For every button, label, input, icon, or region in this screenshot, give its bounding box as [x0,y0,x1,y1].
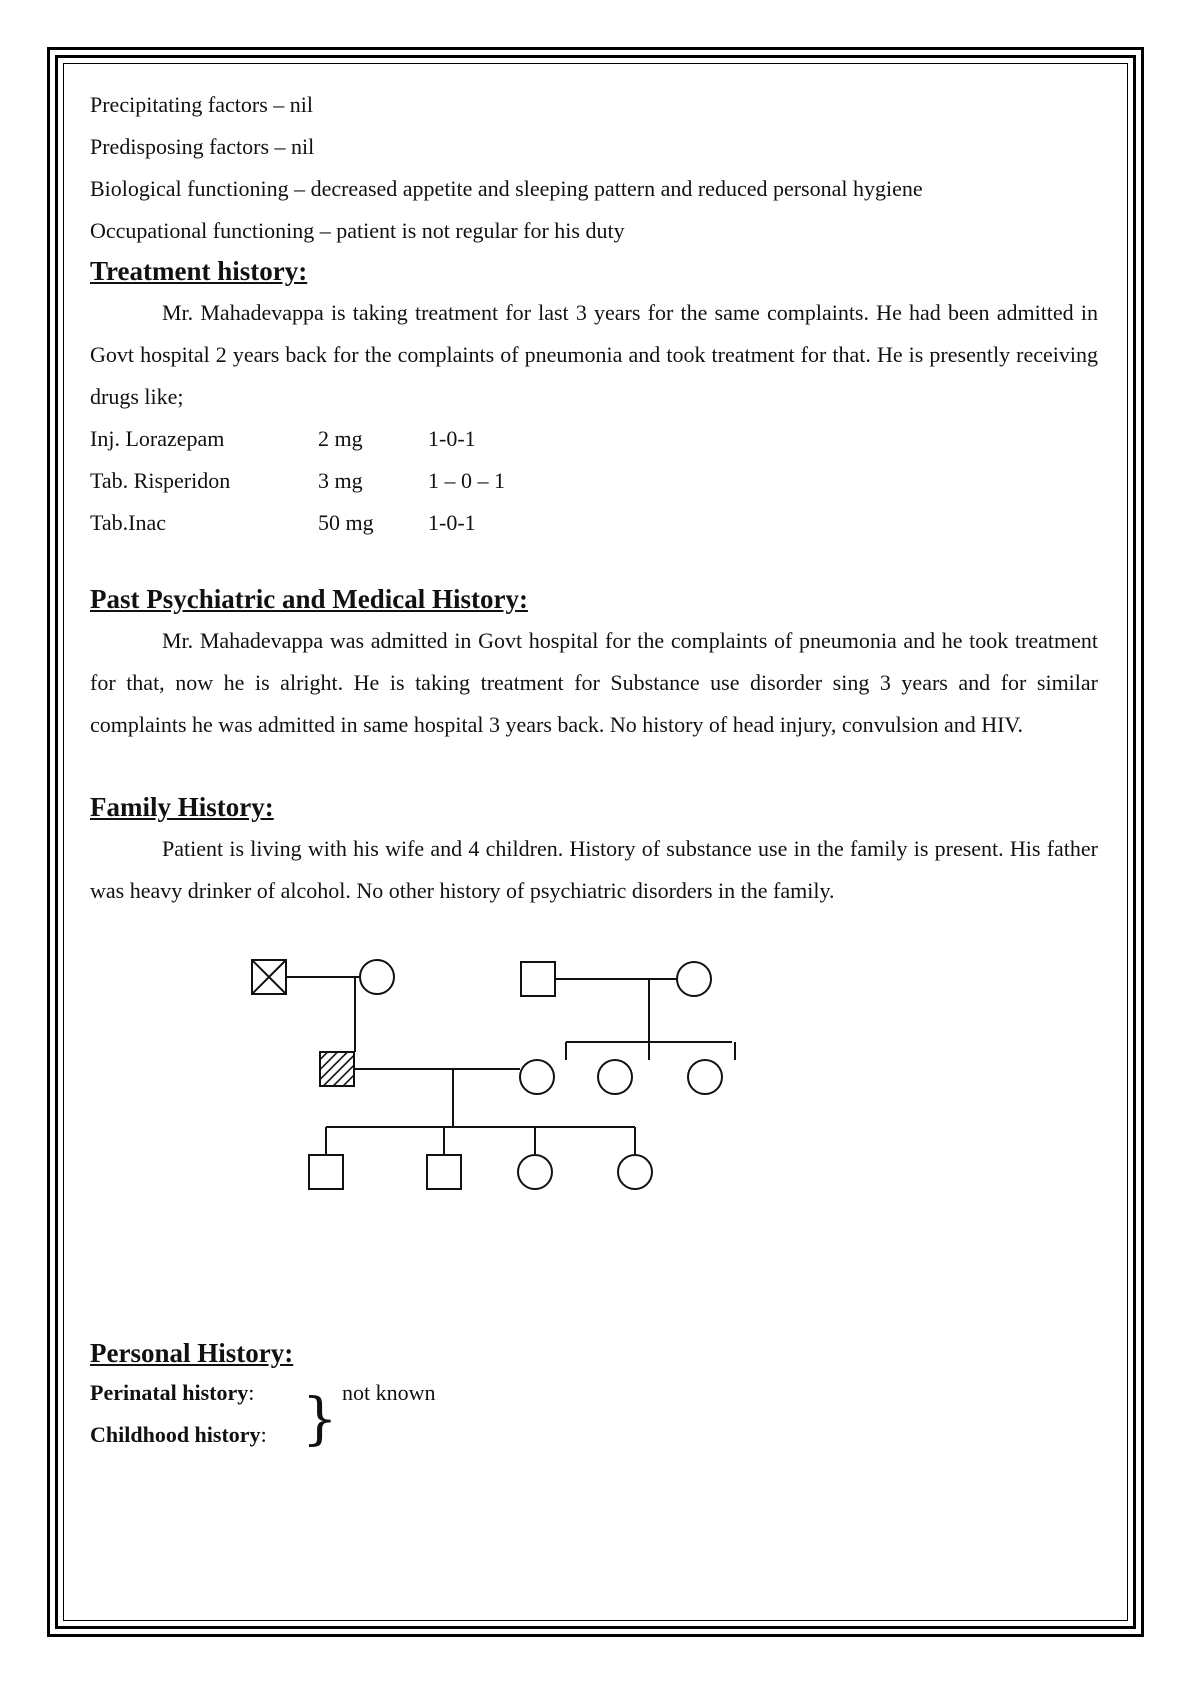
pedigree-son-1-square [309,1155,343,1189]
drug-dose: 2 mg [318,426,363,451]
pedigree-paternal-grandmother-circle [360,960,394,994]
childhood-history-label [90,1422,267,1448]
family-history-paragraph: Patient is living with his wife and 4 children. History of substance use in the family is present. His father was heavy drinker of alcohol. No other history of psychiatric disorders in the family. [90,836,1098,903]
pedigree-wife-circle [520,1060,554,1094]
biological-functioning: Biological functioning – decreased appetite and sleeping pattern and reduced personal hygiene [90,176,923,201]
drug-name: Tab. Risperidon [90,468,231,493]
curly-brace-icon: } [302,1387,338,1452]
personal-history-block [90,1374,1098,1474]
document-body [90,84,1098,1474]
pedigree-maternal-grandmother-circle [677,962,711,996]
childhood-history-text: Childhood history [90,1422,261,1447]
perinatal-history-label [90,1380,254,1406]
family-pedigree-diagram [90,942,1098,1332]
occupational-functioning: Occupational functioning – patient is not regular for his duty [90,218,625,243]
drug-dose: 3 mg [318,468,363,493]
pedigree-wife-sister-1-circle [598,1060,632,1094]
past-history-heading: Past Psychiatric and Medical History: [90,584,528,614]
perinatal-history-text: Perinatal history [90,1380,249,1405]
drug-schedule: 1 – 0 – 1 [428,468,505,493]
precipitating-factors: Precipitating factors – nil [90,92,313,117]
pedigree-daughter-1-circle [518,1155,552,1189]
treatment-history-heading: Treatment history: [90,256,308,286]
pedigree-son-2-square [427,1155,461,1189]
drug-dose: 50 mg [318,510,374,535]
colon: : [248,1380,255,1405]
past-history-paragraph: Mr. Mahadevappa was admitted in Govt hospital for the complaints of pneumonia and he took treatment for that, now he is alright. He is taking treatment for Substance use disorder sing 3 years and for similar complaints he was admitted in same hospital 3 years back. No history of head injury, convulsion and HIV. [90,628,1098,737]
pedigree-wife-sister-2-circle [688,1060,722,1094]
drug-row [90,460,1098,502]
treatment-history-paragraph: Mr. Mahadevappa is taking treatment for last 3 years for the same complaints. He had been admitted in Govt hospital 2 years back for the complaints of pneumonia and took treatment for that. He is presently receiving drugs like; [90,300,1098,409]
drug-schedule: 1-0-1 [428,510,476,535]
pedigree-maternal-grandfather-square [521,962,555,996]
predisposing-factors: Predisposing factors – nil [90,134,315,159]
drug-schedule: 1-0-1 [428,426,476,451]
personal-history-value: not known [342,1380,436,1405]
drug-name: Inj. Lorazepam [90,426,225,451]
family-history-heading: Family History: [90,792,274,822]
pedigree-paternal-grandfather-square [252,960,286,994]
pedigree-daughter-2-circle [618,1155,652,1189]
drug-list [90,418,1098,544]
personal-history-heading: Personal History: [90,1338,294,1368]
drug-row [90,502,1098,544]
pedigree-patient-square [320,1052,354,1086]
colon: : [260,1422,267,1447]
drug-row [90,418,1098,460]
pedigree-svg [90,942,890,1332]
drug-name: Tab.Inac [90,510,167,535]
